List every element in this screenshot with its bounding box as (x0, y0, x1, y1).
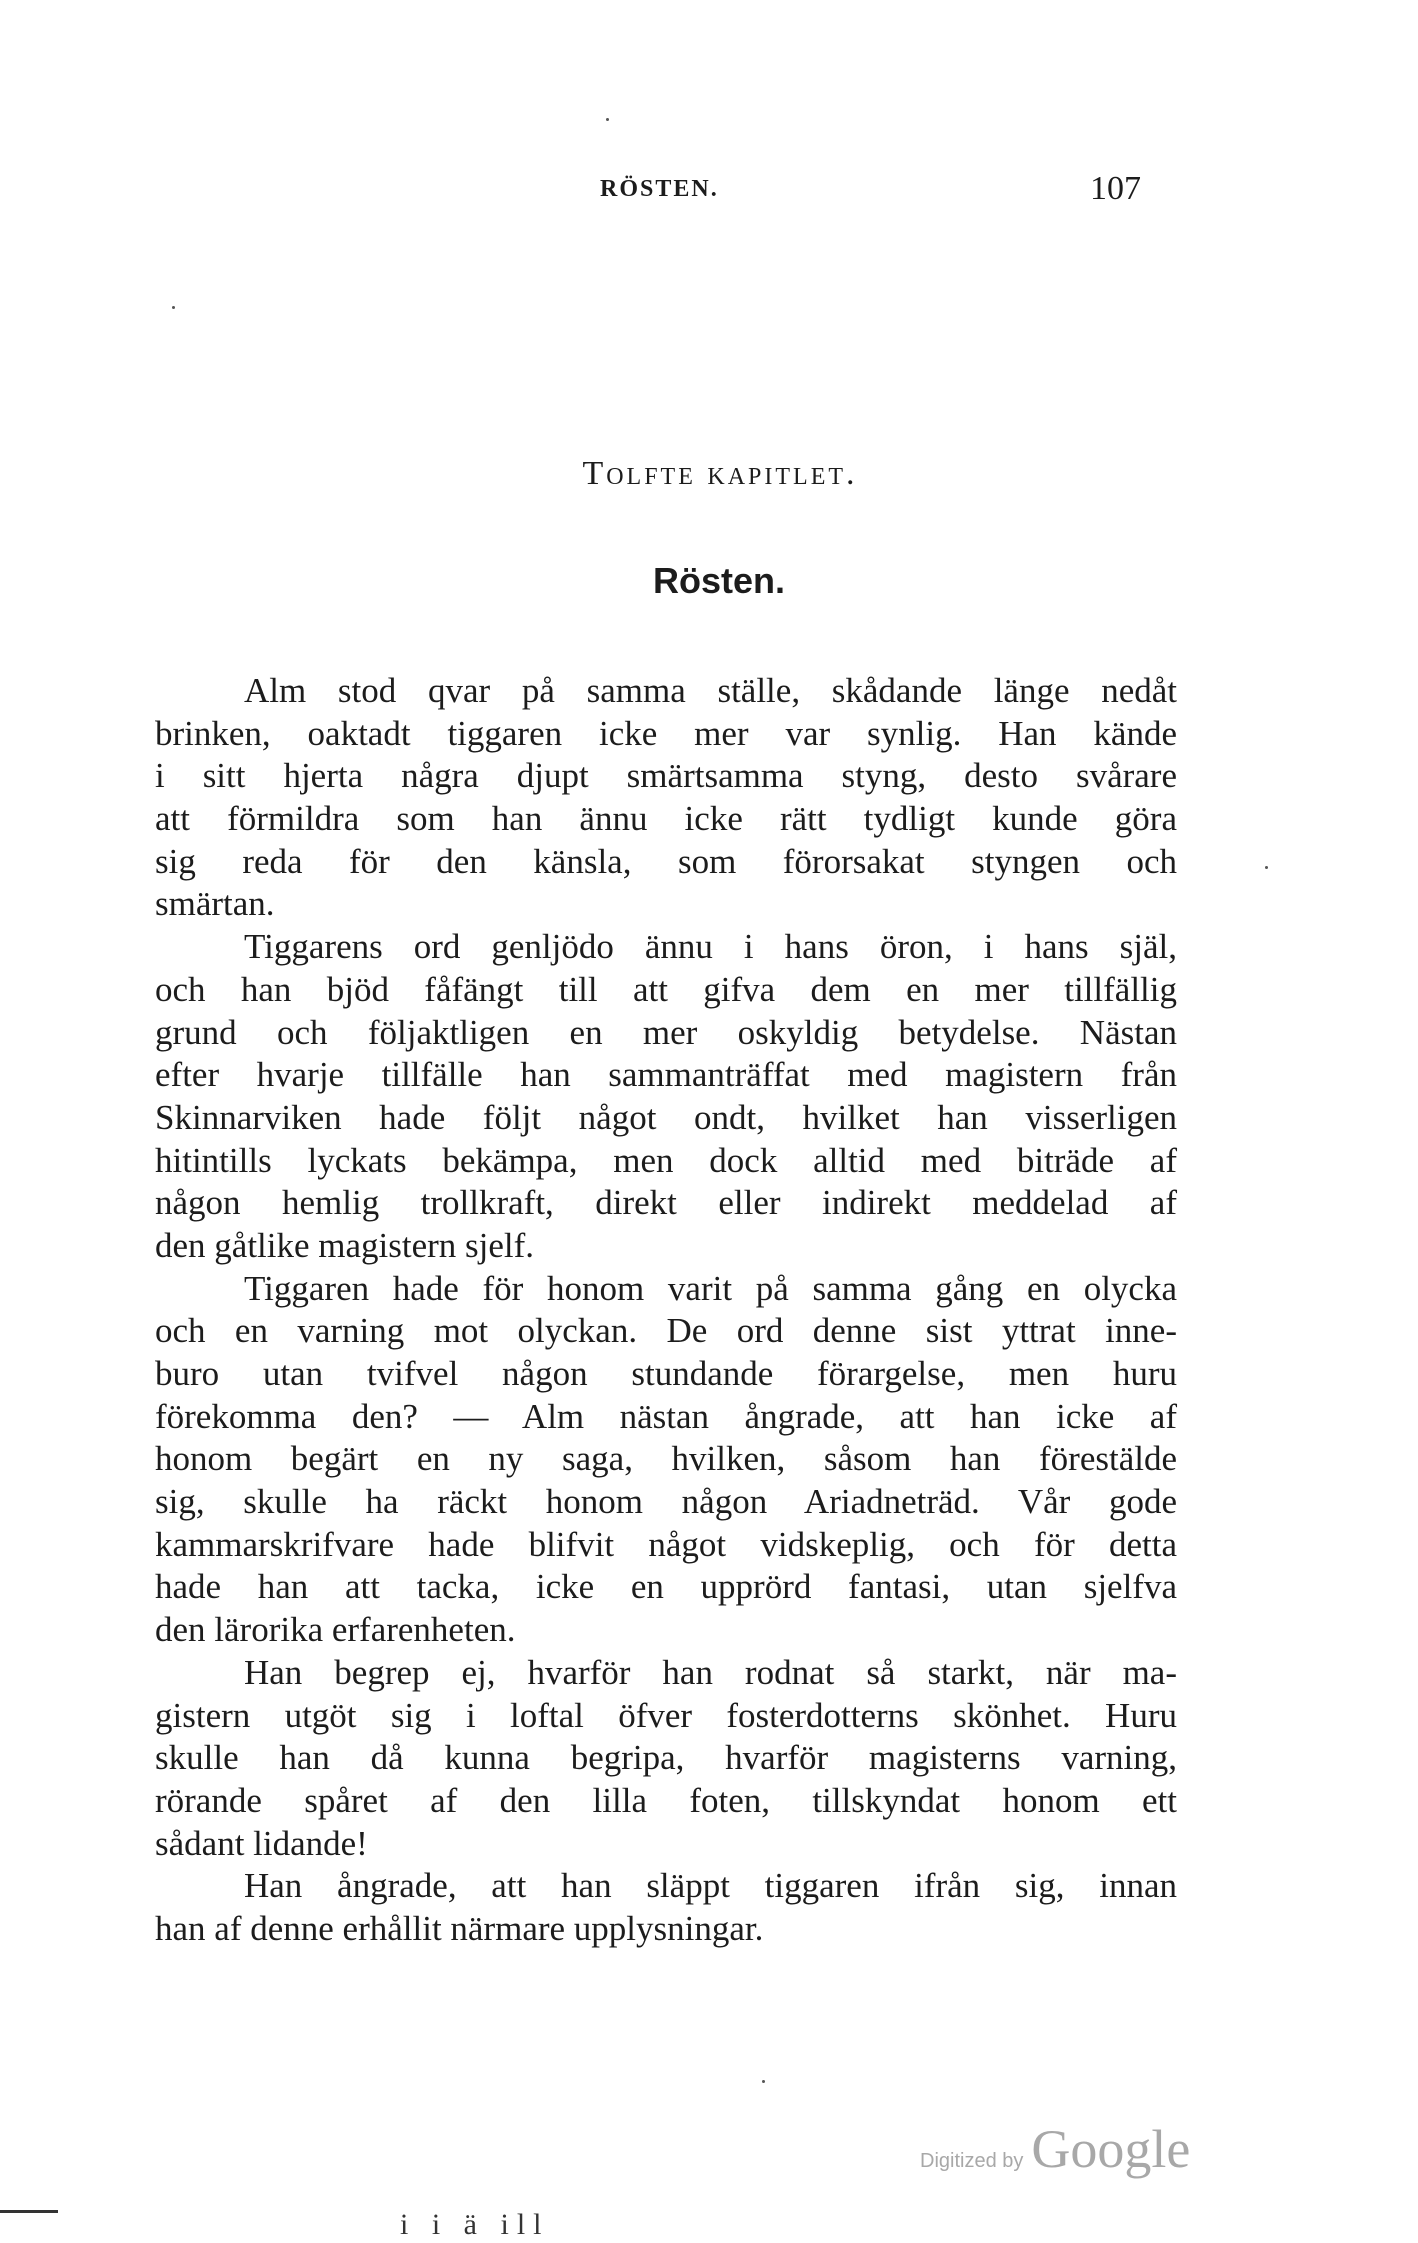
text-line: smärtan. (155, 884, 275, 924)
text-line: hitintills lyckats bekämpa, men dock alltid med biträde af (155, 1140, 1177, 1180)
text-line: hade han att tacka, icke en upprörd fantasi, utan sjelfva (155, 1567, 1177, 1607)
chapter-heading: Tolfte kapitlet. (582, 455, 858, 492)
text-line: Alm stod qvar på samma ställe, skådande länge nedåt (244, 671, 1177, 710)
text-line: Han ångrade, att han släppt tiggaren ifrån sig, innan (244, 1866, 1177, 1906)
running-head (0, 170, 1418, 216)
section-title: Rösten. (652, 560, 785, 601)
scan-speck (606, 118, 609, 121)
scan-speck (172, 306, 175, 309)
google-watermark (920, 2118, 1190, 2178)
text-line: buro utan tvifvel någon stundande förargelse, men huru (155, 1354, 1177, 1393)
footer-fragment: i i ä ill (400, 2208, 550, 2241)
text-line: efter hvarje tillfälle han sammanträffat med magistern från (155, 1055, 1177, 1095)
scan-speck (762, 2080, 765, 2083)
text-line: kammarskrifvare hade blifvit något vidskeplig, och för detta (155, 1524, 1177, 1564)
text-line: Tiggarens ord genljödo ännu i hans öron, i hans själ, (244, 927, 1177, 967)
body-text (155, 670, 1177, 1951)
text-line: Tiggaren hade för honom varit på samma gång en olycka (244, 1268, 1177, 1308)
text-line: i sitt hjerta några djupt smärtsamma styng, desto svårare (155, 756, 1177, 796)
scan-speck (1265, 866, 1268, 869)
text-line: sig reda för den känsla, som förorsakat styngen och (155, 841, 1177, 881)
text-line: sig, skulle ha räckt honom någon Ariadneträd. Vår gode (155, 1482, 1177, 1522)
scan-edge-mark (0, 2210, 58, 2213)
text-line: sådant lidande! (155, 1823, 368, 1863)
text-line: och han bjöd fåfängt till att gifva dem en mer tillfällig (155, 969, 1177, 1009)
page-number: 107 (1090, 170, 1141, 207)
text-line: brinken, oaktadt tiggaren icke mer var synlig. Han kände (155, 713, 1177, 753)
text-line: Skinnarviken hade följt något ondt, hvilket han visserligen (155, 1097, 1177, 1137)
text-line: den lärorika erfarenheten. (155, 1610, 516, 1650)
text-line: någon hemlig trollkraft, direkt eller indirekt meddelad af (155, 1183, 1177, 1223)
text-line: skulle han då kunna begripa, hvarför magisterns varning, (155, 1738, 1177, 1778)
text-line: honom begärt en ny saga, hvilken, såsom han förestälde (155, 1439, 1177, 1479)
text-line: förekomma den? — Alm nästan ångrade, att han icke af (155, 1396, 1177, 1436)
text-line: han af denne erhållit närmare upplysningar. (155, 1908, 764, 1948)
text-line: rörande spåret af den lilla foten, tillskyndat honom ett (155, 1780, 1177, 1820)
text-line: att förmildra som han ännu icke rätt tydligt kunde göra (155, 799, 1177, 839)
google-logo: Google (1031, 2119, 1191, 2179)
running-title: RÖSTEN. (600, 176, 719, 202)
text-line: och en varning mot olyckan. De ord denne sist yttrat inne- (155, 1311, 1177, 1351)
text-line: gistern utgöt sig i loftal öfver fosterdotterns skönhet. Huru (155, 1695, 1177, 1735)
text-line: den gåtlike magistern sjelf. (155, 1225, 535, 1265)
text-line: grund och följaktligen en mer oskyldig betydelse. Nästan (155, 1012, 1177, 1052)
text-line: Han begrep ej, hvarför han rodnat så starkt, när ma- (244, 1652, 1177, 1692)
watermark-prefix: Digitized by (920, 2150, 1024, 2172)
